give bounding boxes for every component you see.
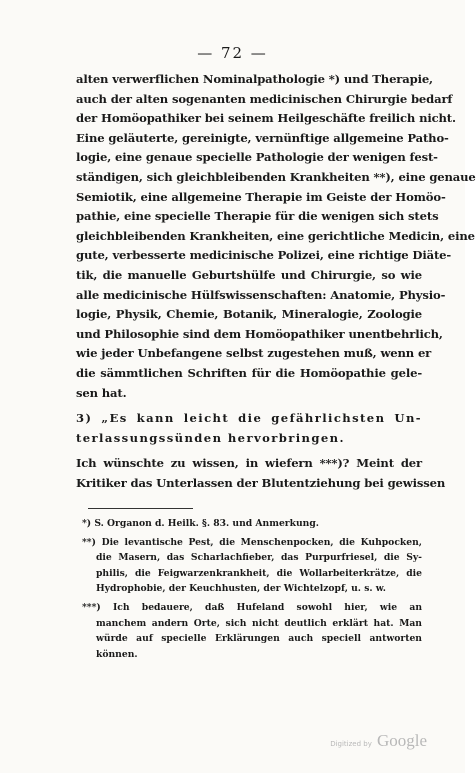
text-line: alle medicinische Hülfswissenschaften: Anatomie, Physio- (76, 287, 446, 302)
text-line: die sämmtlichen Schriften für die Homöopathie gele- (76, 365, 422, 380)
text-line: auch der alten sogenanten medicinischen Chirurgie bedarf (76, 91, 453, 106)
footnote-line: können. (96, 648, 138, 660)
footnote-line: philis, die Feigwarzenkrankheit, die Wollarbeiterkrätze, die (96, 567, 422, 579)
footnote-line: *) S. Organon d. Heilk. §. 83. und Anmerkung. (82, 518, 319, 529)
text-line: Ich wünschte zu wissen, in wiefern ***)? Meint der (76, 456, 422, 471)
page-number: — 72 — (197, 44, 268, 62)
footnote-line: Hydrophobie, der Keuchhusten, der Wichtelzopf, u. s. w. (96, 583, 386, 595)
text-line: logie, Physik, Chemie, Botanik, Mineralogie, Zoologie (76, 307, 422, 322)
footnotes (82, 516, 422, 665)
footnote-divider (88, 508, 193, 509)
text-line: alten verwerflichen Nominalpathologie *) und Therapie, (76, 72, 433, 86)
text-line: und Philosophie sind dem Homöopathiker unentbehrlich, (76, 326, 443, 341)
footnote-line: würde auf specielle Erklärungen auch speciell antworten (96, 633, 422, 645)
watermark-prefix: Digitized by (330, 740, 372, 748)
text-line: Eine geläuterte, gereinigte, vernünftige allgemeine Patho- (76, 130, 449, 145)
footnote-line: ***) Ich bedauere, daß Hufeland sowohl hier, wie an (82, 601, 422, 613)
text-line: gute, verbesserte medicinische Polizei, eine richtige Diäte- (76, 248, 452, 263)
text-line: der Homöopathiker bei seinem Heilgeschäfte freilich nicht. (76, 111, 456, 126)
footnote (82, 600, 422, 662)
body-paragraph (76, 70, 476, 403)
text-line: gleichbleibenden Krankheiten, eine gerichtliche Medicin, eine (76, 228, 475, 243)
continuation-paragraph (76, 454, 446, 493)
footnote-line: **) Die levantische Pest, die Menschenpocken, die Kuhpocken, (82, 536, 422, 548)
footnote-line: manchem andern Orte, sich nicht deutlich erklärt hat. Man (96, 617, 422, 629)
text-line: ständigen, sich gleichbleibenden Krankheiten **), eine genaue (76, 169, 476, 184)
text-line: tik, die manuelle Geburtshülfe und Chirurgie, so wie (76, 267, 422, 282)
text-line: pathie, eine specielle Therapie für die wenigen sich stets (76, 209, 439, 224)
digitized-by-google-watermark (330, 731, 427, 751)
text-line: sen hat. (76, 385, 127, 400)
text-line: Semiotik, eine allgemeine Therapie im Geiste der Homöo- (76, 189, 446, 204)
text-line: logie, eine genaue specielle Pathologie der wenigen fest- (76, 150, 438, 165)
main-text (76, 70, 476, 493)
section-heading (76, 409, 422, 448)
watermark-brand: Google (376, 731, 427, 750)
footnote-line: die Masern, das Scharlachfieber, das Purpurfriesel, die Sy- (96, 552, 422, 564)
text-line: wie jeder Unbefangene selbst zugestehen muß, wenn er (76, 346, 432, 361)
text-line: Kritiker das Unterlassen der Blutentziehung bei gewissen (76, 475, 446, 490)
footnote (82, 516, 422, 532)
footnote (82, 535, 422, 597)
text-line: terlassungssünden hervorbringen. (76, 430, 345, 445)
text-line: 3) „Es kann leicht die gefährlichsten Un- (76, 411, 422, 426)
